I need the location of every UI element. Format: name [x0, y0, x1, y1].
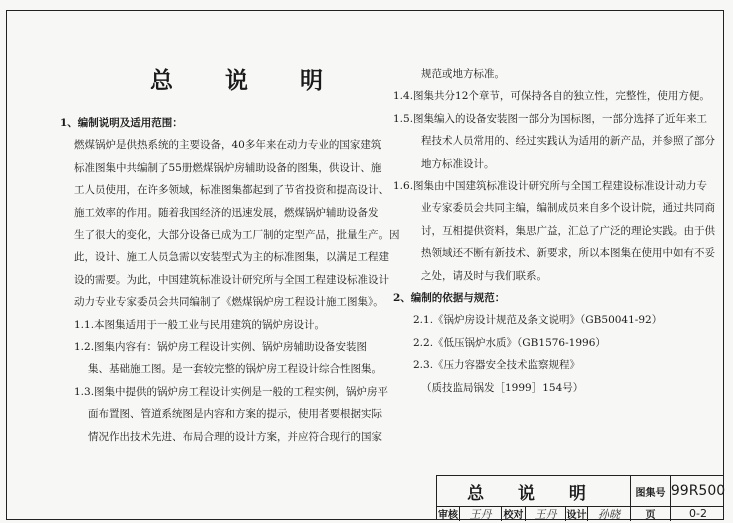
- atlas-number: 99R500: [670, 476, 725, 506]
- title-block: [436, 475, 724, 520]
- continuation-line: 规范或地方标准。: [421, 68, 505, 80]
- title-block-row-bottom: [437, 506, 724, 521]
- left-column: [60, 112, 400, 448]
- s1-line: 施工效率的作用。随着我国经济的迅速发展，燃煤锅炉辅助设备发: [74, 206, 379, 219]
- item-1-1: 1.1.本图集适用于一般工业与民用建筑的锅炉房设计。: [74, 318, 326, 331]
- s1-line: 生了很大的变化，大部分设备已成为工厂制的定型产品，批量生产。因: [74, 229, 400, 242]
- s1-line: 工人员使用，在许多领域，标准图集都起到了节省投资和提高设计、: [74, 184, 389, 197]
- section-2-heading: 2、编制的依据与规范：: [393, 292, 506, 305]
- item-1-2-line: 集、基础施工图。是一套较完整的锅炉房工程设计综合性图集。: [88, 363, 382, 376]
- item-1-3-line: 1.3.图集中提供的锅炉房工程设计实例是一般的工程实例，锅炉房平: [74, 385, 389, 398]
- item-1-6-line: 之处，请及时与我们联系。: [421, 269, 547, 282]
- page-label: 页: [630, 506, 670, 521]
- item-2-1: 2.1.《锅炉房设计规范及条文说明》（GB50041-92）: [413, 314, 663, 327]
- title-block-row-top: [437, 476, 724, 507]
- proof-signature: 王丹: [525, 506, 565, 521]
- title-block-name: 总 说 明: [467, 483, 600, 504]
- item-1-6-line: 讨，互相提供资料，集思广益，汇总了广泛的理论实践。由于供: [421, 224, 715, 237]
- item-1-2-line: 1.2.图集内容有：锅炉房工程设计实例、锅炉房辅助设备安装图: [74, 341, 368, 354]
- item-1-3-line: 面布置图、管道系统图是内容和方案的提示，使用者要根据实际: [88, 408, 382, 421]
- right-column: [393, 63, 715, 399]
- item-2-2: 2.2.《低压锅炉水质》（GB1576-1996）: [413, 336, 606, 349]
- s1-line: 动力专业专家委员会共同编制了《燃煤锅炉房工程设计施工图集》。: [74, 296, 384, 309]
- item-1-6-line: 业专家委员会共同主编，编制成员来自多个设计院，通过共同商: [421, 202, 715, 215]
- s1-line: 燃煤锅炉是供热系统的主要设备，40多年来在动力专业的国家建筑: [74, 139, 382, 152]
- page-number: 0-2: [670, 506, 725, 521]
- proof-label: 校对: [501, 506, 525, 521]
- item-1-6-line: 1.6.图集由中国建筑标准设计研究所与全国工程建设标准设计动力专: [393, 180, 708, 193]
- item-2-3: 2.3.《压力容器安全技术监察规程》: [413, 359, 581, 372]
- item-1-5-line: 地方标准设计。: [421, 157, 495, 170]
- s1-line: 标准图集中共编制了55册燃煤锅炉房辅助设备的图集，供设计、施: [74, 161, 382, 174]
- item-1-5-line: 程技术人员常用的、经过实践认为适用的新产品，并参照了部分: [421, 135, 715, 148]
- page-title: 总 说 明: [150, 67, 346, 94]
- item-1-5-line: 1.5.图集编入的设备安装图一部分为国标图，一部分选择了近年来工: [393, 112, 708, 125]
- review-signature: 王丹: [459, 506, 501, 521]
- review-label: 审核: [438, 510, 458, 521]
- item-2-3-issuer: （质技监局锅发［1999］154号）: [421, 381, 584, 394]
- atlas-number-label: 图集号: [630, 476, 670, 506]
- item-1-6-line: 热领域还不断有新技术、新要求，所以本图集在使用中如有不妥: [421, 247, 715, 260]
- s1-line: 设的需要。为此，中国建筑标准设计研究所与全国工程建设标准设计: [74, 273, 389, 286]
- s1-line: 此，设计、施工人员急需以安装型式为主的标准图集，以满足工程建: [74, 251, 389, 264]
- item-1-4: 1.4.图集共分12个章节，可保持各自的独立性，完整性，使用方便。: [393, 90, 710, 103]
- item-1-3-line: 情况作出技术先进、布局合理的设计方案，并应符合现行的国家: [88, 430, 382, 443]
- section-1-heading: 1、编制说明及适用范围：: [60, 117, 183, 129]
- design-label: 设计: [565, 506, 587, 521]
- design-signature: 孙晓: [587, 506, 630, 521]
